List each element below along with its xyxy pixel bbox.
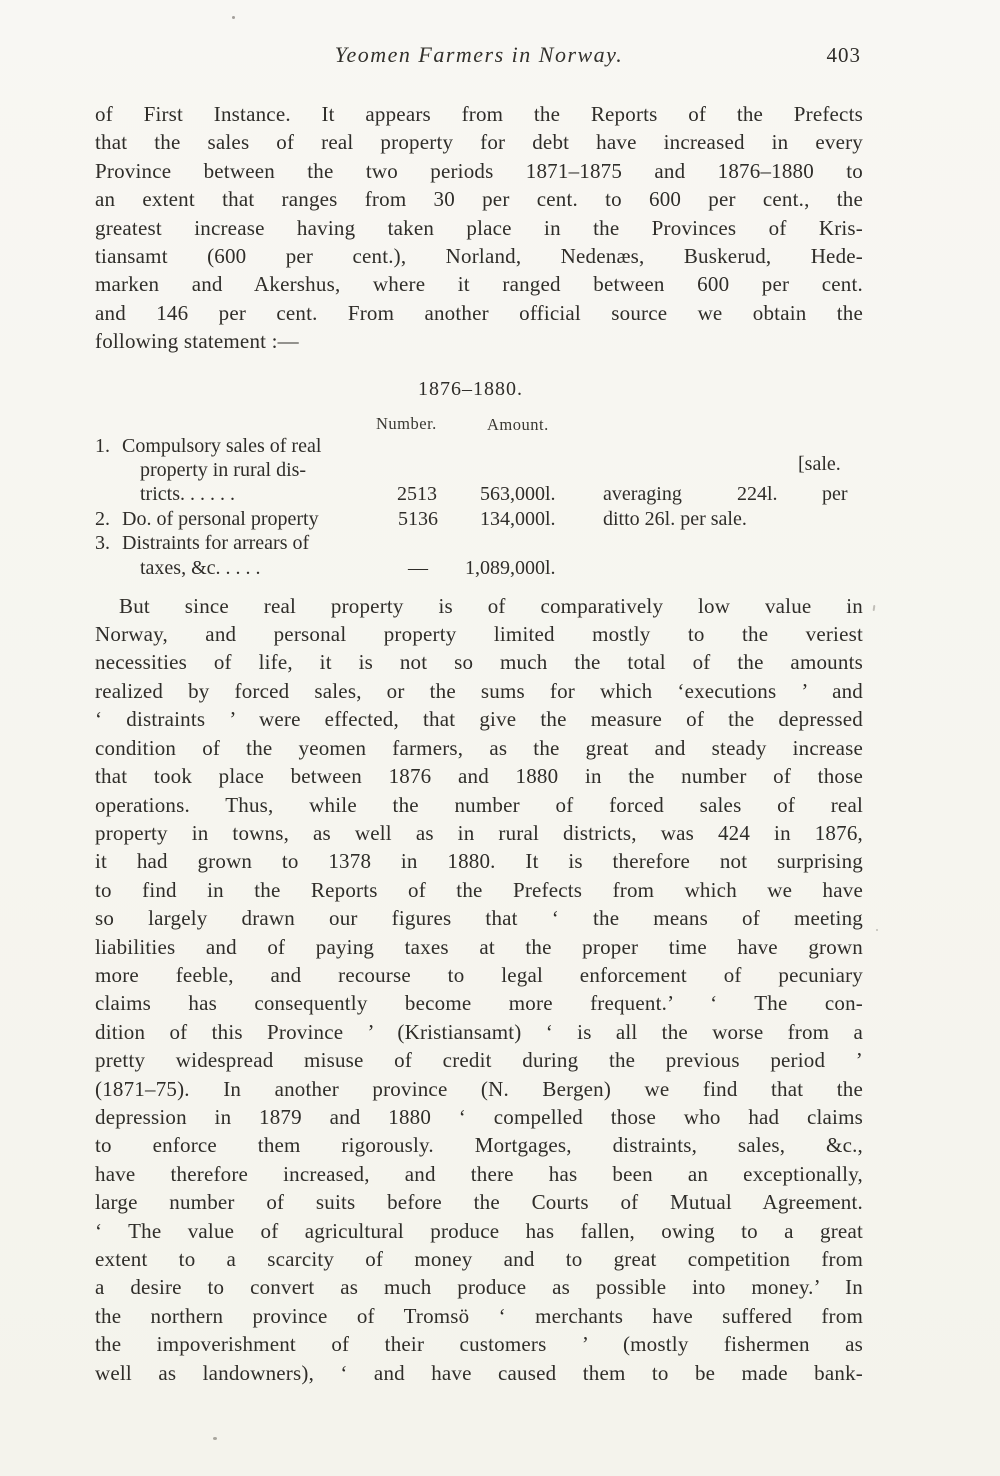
row-index: 2. bbox=[95, 507, 110, 530]
page-number: 403 bbox=[826, 43, 861, 67]
row-label: Compulsory sales of real bbox=[122, 434, 322, 457]
text-line: following statement :— bbox=[95, 329, 299, 354]
statement-table bbox=[95, 378, 863, 578]
text-line: dition of this Province ’ (Kristiansamt) ‘ is all the worse from a bbox=[95, 1019, 863, 1044]
text-line: well as landowners), ‘ and have caused them to be made bank- bbox=[95, 1360, 863, 1385]
row-number: — bbox=[408, 556, 428, 579]
text-line: marken and Akershus, where it ranged between 600 per cent. bbox=[95, 272, 863, 297]
text-line: of First Instance. It appears from the Reports of the Prefects bbox=[95, 102, 863, 126]
scan-speck bbox=[213, 1437, 217, 1440]
row-note: ditto 26l. per sale. bbox=[603, 507, 747, 530]
row-note: averaging bbox=[603, 482, 682, 505]
text-line: ‘ The value of agricultural produce has fallen, owing to a great bbox=[95, 1218, 863, 1243]
text-line: large number of suits before the Courts of Mutual Agreement. bbox=[95, 1190, 863, 1215]
text-line: Province between the two periods 1871–1875 and 1876–1880 to bbox=[95, 158, 863, 183]
text-line: that the sales of real property for debt have increased in every bbox=[95, 130, 863, 155]
row-index: 1. bbox=[95, 434, 110, 457]
text-block bbox=[95, 42, 863, 1387]
row-index: 3. bbox=[95, 531, 110, 554]
text-line: the northern province of Tromsö ‘ merchants have suffered from bbox=[95, 1303, 863, 1328]
row-label: Distraints for arrears of bbox=[122, 531, 310, 554]
text-line: condition of the yeomen farmers, as the great and steady increase bbox=[95, 735, 863, 760]
text-line: to find in the Reports of the Prefects from which we have bbox=[95, 877, 863, 902]
text-line: an extent that ranges from 30 per cent. to 600 per cent., the bbox=[95, 187, 863, 212]
row-amount: 563,000l. bbox=[480, 482, 556, 505]
text-line: so largely drawn our figures that ‘ the means of meeting bbox=[95, 906, 863, 931]
text-line: more feeble, and recourse to legal enforcement of pecuniary bbox=[95, 962, 863, 987]
row-note-bracket: [sale. bbox=[798, 452, 841, 475]
scan-speck bbox=[873, 605, 876, 611]
scan-speck bbox=[876, 929, 878, 931]
text-line: greatest increase having taken place in the Provinces of Kris- bbox=[95, 215, 863, 240]
scan-speck bbox=[232, 16, 235, 19]
row-label: Do. of personal property bbox=[122, 507, 319, 530]
column-header-number: Number. bbox=[376, 413, 437, 433]
column-header-amount: Amount. bbox=[487, 414, 549, 434]
text-line: (1871–75). In another province (N. Bergen) we find that the bbox=[95, 1076, 863, 1101]
text-line: necessities of life, it is not so much the total of the amounts bbox=[95, 650, 863, 675]
row-number: 5136 bbox=[398, 507, 438, 530]
text-line: and 146 per cent. From another official source we obtain the bbox=[95, 300, 863, 325]
text-line: property in towns, as well as in rural districts, was 424 in 1876, bbox=[95, 820, 863, 845]
text-line: Norway, and personal property limited mostly to the veriest bbox=[95, 622, 863, 647]
text-line: liabilities and of paying taxes at the proper time have grown bbox=[95, 934, 863, 959]
text-line: depression in 1879 and 1880 ‘ compelled those who had claims bbox=[95, 1104, 863, 1129]
row-note: per bbox=[822, 482, 848, 505]
row-label: tricts. . . . . . bbox=[140, 482, 235, 505]
text-line: tiansamt (600 per cent.), Norland, Nedenæs, Buskerud, Hede- bbox=[95, 244, 863, 269]
running-title: Yeomen Farmers in Norway. bbox=[334, 42, 624, 67]
text-line: realized by forced sales, or the sums for which ‘executions ’ and bbox=[95, 678, 863, 703]
text-line: ‘ distraints ’ were effected, that give the measure of the depressed bbox=[95, 707, 863, 732]
page-header bbox=[95, 42, 863, 74]
text-line: pretty widespread misuse of credit during the previous period ’ bbox=[95, 1048, 863, 1073]
text-line: the impoverishment of their customers ’ (mostly fishermen as bbox=[95, 1332, 863, 1357]
body-paragraph-2 bbox=[95, 592, 863, 1387]
row-label: property in rural dis- bbox=[140, 458, 307, 481]
text-line: claims has consequently become more frequent.’ ‘ The con- bbox=[95, 991, 863, 1016]
row-number: 2513 bbox=[397, 482, 437, 505]
text-line: extent to a scarcity of money and to great competition from bbox=[95, 1247, 863, 1271]
row-amount: 1,089,000l. bbox=[465, 556, 556, 579]
text-line: to enforce them rigorously. Mortgages, distraints, sales, &c., bbox=[95, 1133, 863, 1158]
row-note-value: 224l. bbox=[737, 482, 778, 505]
body-paragraph-1 bbox=[95, 100, 863, 356]
row-amount: 134,000l. bbox=[480, 507, 556, 530]
text-line: a desire to convert as much produce as possible into money.’ In bbox=[95, 1275, 863, 1300]
text-line: operations. Thus, while the number of forced sales of real bbox=[95, 792, 863, 817]
row-label: taxes, &c. . . . . bbox=[140, 556, 261, 579]
text-line: it had grown to 1378 in 1880. It is therefore not surprising bbox=[95, 849, 863, 874]
table-title: 1876–1880. bbox=[418, 377, 523, 400]
text-line: have therefore increased, and there has been an exceptionally, bbox=[95, 1161, 863, 1186]
text-line: that took place between 1876 and 1880 in the number of those bbox=[95, 764, 863, 789]
text-line: But since real property is of comparatively low value in bbox=[119, 593, 863, 618]
